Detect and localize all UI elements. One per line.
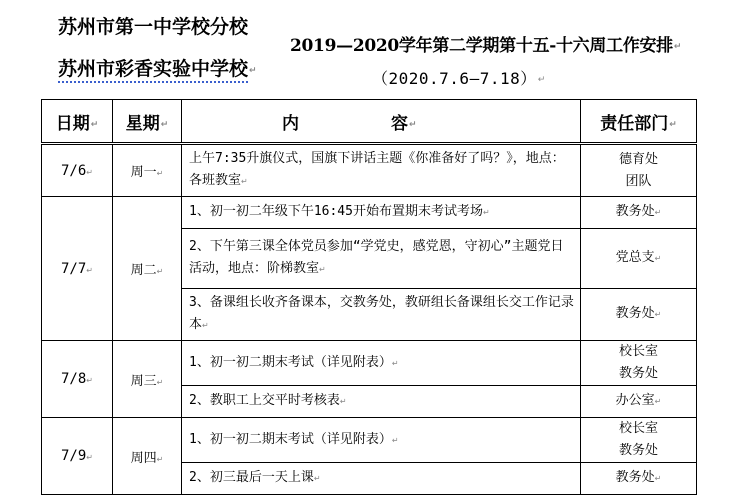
weekday-text: 周四 — [130, 450, 157, 466]
dept-text: 教务处 — [618, 443, 658, 458]
date-range — [372, 66, 546, 89]
header-dept-label: 责任部门 — [600, 113, 669, 134]
table-row — [42, 418, 697, 463]
document-title-text: 2019—2020学年第二学期第十五-十六周工作安排 — [290, 36, 673, 56]
date-cell: 7/9↵ — [42, 418, 113, 495]
table-row — [42, 144, 697, 197]
weekday-cell: 周一↵ — [113, 144, 182, 197]
header-content — [182, 100, 581, 144]
dept-cell: 教务处↵ — [581, 289, 697, 341]
content-text: 上午7:35升旗仪式，国旗下讲话主题《你准备好了吗？》，地点：各班教室 — [189, 151, 565, 188]
dept-cell: 教务处↵ — [581, 197, 697, 229]
header-content-label-b: 容 — [391, 113, 408, 134]
date-cell: 7/7↵ — [42, 197, 113, 341]
dept-text: 党总支 — [615, 250, 655, 265]
content-text: 2、初三最后一天上课 — [189, 470, 314, 485]
table-row — [42, 341, 697, 386]
content-text: 3、备课组长收齐备课本，交教务处，教研组长备课组长交工作记录本 — [189, 295, 574, 332]
content-cell: 1、初一初二期末考试（详见附表）↵ — [182, 341, 581, 386]
paragraph-mark-icon: ↵ — [249, 66, 257, 76]
content-cell: 2、下午第三课全体党员参加“学党史，感党恩，守初心”主题党日活动，地点：阶梯教室↵ — [182, 229, 581, 289]
paragraph-mark-icon: ↵ — [90, 119, 99, 130]
dept-text: 校长室 — [618, 344, 658, 359]
content-text: 1、初一初二期末考试（详见附表） — [189, 354, 392, 370]
schedule-table — [41, 99, 697, 495]
date-cell: 7/6↵ — [42, 144, 113, 197]
date-cell: 7/8↵ — [42, 341, 113, 418]
dept-text: 办公室 — [615, 393, 655, 408]
header-weekday-label: 星期 — [125, 113, 160, 134]
dept-cell — [581, 418, 697, 463]
date-text: 7/7 — [61, 260, 87, 277]
school-name-2-text: 苏州市彩香实验中学校 — [58, 58, 248, 83]
weekday-text: 周一 — [130, 165, 157, 180]
document-title — [290, 31, 681, 56]
dept-cell — [581, 144, 697, 197]
content-text: 1、初一初二期末考试（详见附表） — [189, 431, 392, 447]
school-name-2 — [58, 54, 257, 81]
weekday-text: 周二 — [130, 263, 157, 278]
dept-text: 团队 — [625, 173, 652, 189]
date-text: 7/6 — [61, 162, 87, 179]
dept-text: 校长室 — [618, 421, 658, 436]
paragraph-mark-icon: ↵ — [537, 75, 546, 85]
content-cell: 上午7:35升旗仪式，国旗下讲话主题《你准备好了吗？》，地点：各班教室↵ — [182, 144, 581, 197]
content-cell: 2、初三最后一天上课↵ — [182, 463, 581, 495]
dept-text: 教务处 — [615, 470, 655, 485]
content-cell: 3、备课组长收齐备课本，交教务处，教研组长备课组长交工作记录本↵ — [182, 289, 581, 341]
content-cell: 2、教职工上交平时考核表↵ — [182, 386, 581, 418]
dept-cell — [581, 341, 697, 386]
weekday-text: 周三 — [130, 373, 157, 389]
table-row — [42, 197, 697, 229]
content-cell: 1、初一初二期末考试（详见附表）↵ — [182, 418, 581, 463]
date-range-text: （2020.7.6—7.18） — [372, 69, 537, 88]
content-cell: 1、初一初二年级下午16:45开始布置期末考试考场↵ — [182, 197, 581, 229]
weekday-cell: 周三↵ — [113, 341, 182, 418]
dept-text: 德育处 — [618, 151, 658, 167]
weekday-cell: 周二↵ — [113, 197, 182, 341]
content-text: 2、下午第三课全体党员参加“学党史，感党恩，守初心”主题党日活动，地点：阶梯教室 — [189, 239, 564, 276]
date-text: 7/8 — [61, 371, 87, 387]
paragraph-mark-icon: ↵ — [673, 42, 682, 52]
weekday-cell: 周四↵ — [113, 418, 182, 495]
header-date — [42, 100, 113, 144]
dept-text: 教务处 — [615, 204, 655, 219]
dept-cell: 党总支↵ — [581, 229, 697, 289]
school-name-1-text: 苏州市第一中学校分校 — [58, 16, 249, 38]
school-name-1 — [58, 12, 248, 39]
table-header-row — [42, 100, 697, 144]
date-text: 7/9 — [61, 448, 87, 464]
header-content-label-a: 内 — [282, 113, 299, 134]
header-dept — [581, 100, 697, 144]
dept-text: 教务处 — [615, 306, 655, 321]
paragraph-mark-icon: ↵ — [669, 119, 677, 130]
dept-text: 教务处 — [618, 366, 658, 381]
dept-cell: 办公室↵ — [581, 386, 697, 418]
content-text: 2、教职工上交平时考核表 — [189, 393, 340, 408]
header-date-label: 日期 — [55, 113, 90, 134]
header-weekday — [113, 100, 182, 144]
paragraph-mark-icon: ↵ — [409, 119, 417, 130]
dept-cell: 教务处↵ — [581, 463, 697, 495]
paragraph-mark-icon: ↵ — [160, 119, 169, 130]
content-text: 1、初一初二年级下午16:45开始布置期末考试考场 — [189, 204, 483, 219]
